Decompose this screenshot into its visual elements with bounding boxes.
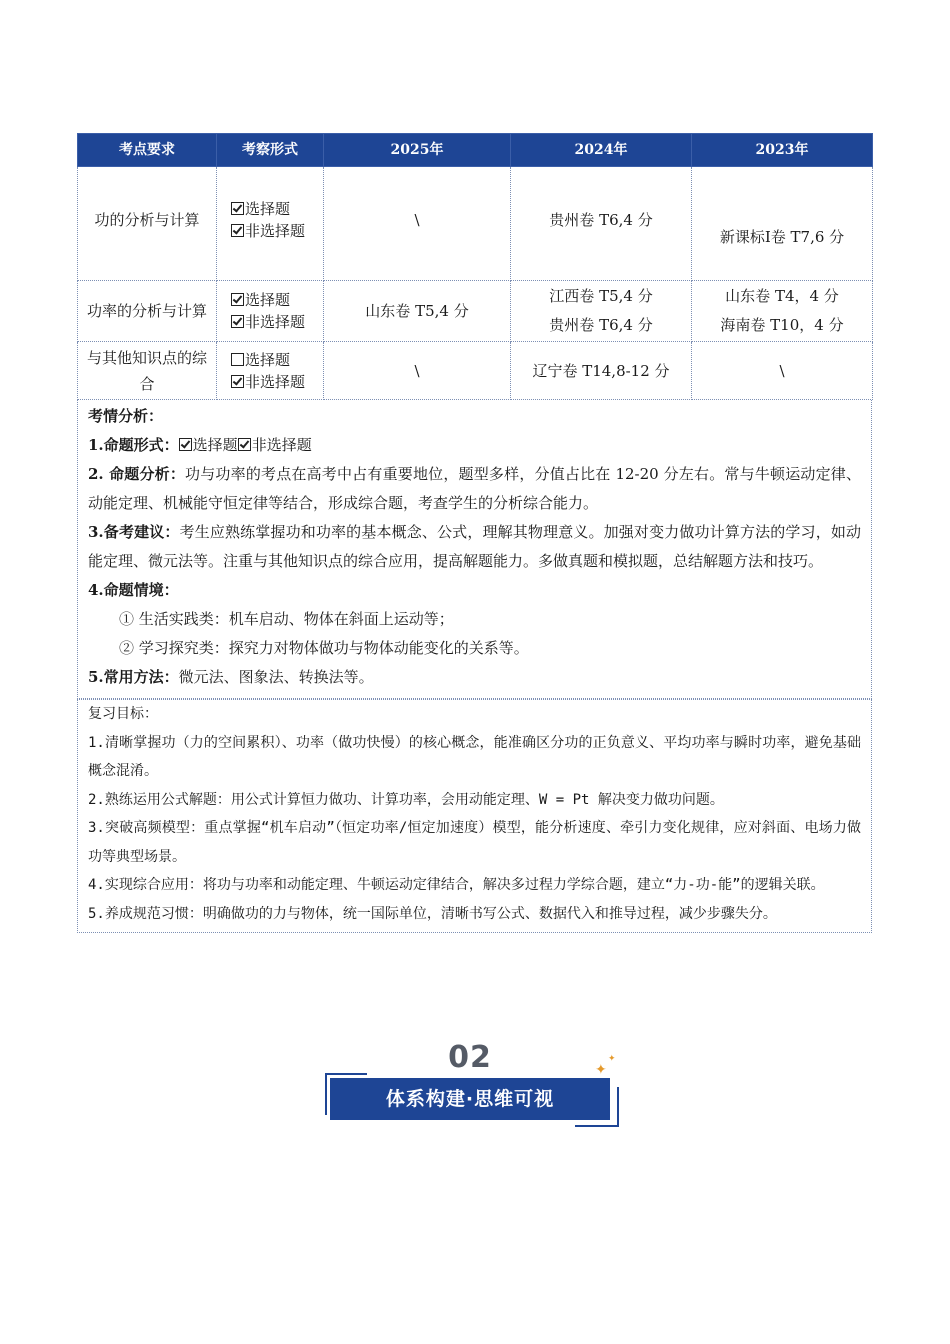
year-entry: 海南卷 T10，4 分 — [720, 316, 844, 334]
form-label: 选择题 — [245, 291, 291, 309]
topic-cell — [78, 342, 217, 400]
review-item: 1.清晰掌握功（力的空间累积）、功率（做功快慢）的核心概念，能准确区分功的正负意义、平均功率与瞬时功率，避免基础概念混淆。 — [88, 734, 861, 779]
item-option: 非选择题 — [251, 436, 312, 454]
review-item: 4.实现综合应用：将功与功率和动能定理、牛顿运动定律结合，解决多过程力学综合题，建立“力-功-能”的逻辑关联。 — [88, 877, 825, 893]
checkbox-checked-icon — [231, 315, 244, 328]
topic-cell — [78, 281, 217, 342]
header-cell: 考点要求 — [78, 134, 217, 167]
header-cell: 2023年 — [692, 134, 873, 167]
review-item: 5.养成规范习惯：明确做功的力与物体，统一国际单位，清晰书写公式、数据代入和推导过程，减少步骤失分。 — [88, 905, 777, 922]
analysis-heading — [88, 402, 861, 431]
review-item: 2.熟练运用公式解题：用公式计算恒力做功、计算功率，会用动能定理、W = Pt 解决变力做功问题。 — [88, 791, 724, 808]
analysis-subitem: ② 学习探究类：探究力对物体做功与物体动能变化的关系等。 — [119, 639, 529, 657]
form-cell — [217, 281, 324, 342]
item-title: 2. 命题分析： — [88, 465, 186, 483]
form-label: 选择题 — [245, 200, 291, 218]
year-2025-cell: \ — [324, 167, 511, 281]
item-option: 选择题 — [192, 436, 238, 454]
year-2023-cell: 新课标Ⅰ卷 T7,6 分 — [692, 167, 873, 281]
analysis-item-3 — [88, 518, 861, 576]
year-2023-cell: \ — [692, 342, 873, 400]
analysis-item-5 — [88, 663, 861, 692]
checkbox-checked-icon — [238, 438, 251, 451]
review-heading: 复习目标： — [88, 706, 158, 722]
analysis-heading-text: 考情分析： — [88, 407, 164, 425]
exam-overview — [77, 133, 872, 933]
checkbox-checked-icon — [179, 438, 192, 451]
topic-text: 功率的分析与计算 — [86, 302, 207, 320]
form-label: 非选择题 — [245, 222, 306, 240]
exam-table — [77, 133, 873, 400]
form-label: 非选择题 — [245, 313, 306, 331]
review-item: 3.突破高频模型：重点掌握“机车启动”（恒定功率/恒定加速度）模型，能分析速度、牵引力变化规律，应对斜面、电场力做功等典型场景。 — [88, 820, 861, 865]
item-title: 1.命题形式： — [88, 436, 179, 454]
analysis-item-1 — [88, 431, 861, 460]
item-title: 4.命题情境： — [88, 581, 179, 599]
year-2024-cell — [511, 281, 692, 342]
topic-cell: 功的分析与计算 — [78, 167, 217, 281]
checkbox-checked-icon — [231, 293, 244, 306]
form-cell — [217, 342, 324, 400]
analysis-item-4 — [88, 576, 861, 605]
table-row — [78, 281, 873, 342]
checkbox-checked-icon — [231, 375, 244, 388]
form-label: 选择题 — [245, 350, 291, 369]
form-label: 非选择题 — [245, 372, 306, 391]
analysis-item-2 — [88, 460, 861, 518]
header-cell: 考察形式 — [217, 134, 324, 167]
checkbox-empty-icon — [231, 353, 244, 366]
checkbox-checked-icon — [231, 202, 244, 215]
item-title: 3.备考建议： — [88, 523, 180, 541]
year-2023-cell — [692, 281, 873, 342]
table-row — [78, 342, 873, 400]
year-entry: 贵州卷 T6,4 分 — [549, 316, 653, 334]
section-number: 02 — [448, 1040, 492, 1075]
year-entry: 江西卷 T5,4 分 — [549, 287, 653, 305]
sparkle-icon: ✦ — [595, 1062, 607, 1078]
year-entry: 山东卷 T4，4 分 — [725, 287, 839, 305]
item-title: 5.常用方法： — [88, 668, 179, 686]
item-text: 考生应熟练掌握功和功率的基本概念、公式，理解其物理意义。加强对变力做功计算方法的学习，如动能定理、微元法等。注重与其他知识点的综合应用，提高解题能力。多做真题和模拟题，总结解题方法和技巧。 — [88, 523, 861, 570]
form-cell — [217, 167, 324, 281]
table-header-row — [78, 134, 873, 167]
topic-text: 与其他知识点的综合 — [86, 348, 207, 393]
analysis-section — [77, 400, 872, 699]
header-cell: 2024年 — [511, 134, 692, 167]
year-2024-cell: 贵州卷 T6,4 分 — [511, 167, 692, 281]
table-row — [78, 167, 873, 281]
checkbox-checked-icon — [231, 224, 244, 237]
item-text: 功与功率的考点在高考中占有重要地位，题型多样，分值占比在 12-20 分左右。常与牛顿运动定律、动能定理、机械能守恒定律等结合，形成综合题，考查学生的分析综合能力。 — [88, 465, 861, 512]
year-2024-cell: 辽宁卷 T14,8-12 分 — [511, 342, 692, 400]
header-cell: 2025年 — [324, 134, 511, 167]
review-section — [77, 699, 872, 933]
analysis-subitem: ① 生活实践类：机车启动、物体在斜面上运动等； — [119, 610, 454, 628]
section-badge — [320, 1040, 630, 1130]
year-2025-cell: 山东卷 T5,4 分 — [324, 281, 511, 342]
year-2025-cell: \ — [324, 342, 511, 400]
sparkle-icon: ✦ — [608, 1054, 616, 1064]
section-title: 体系构建·思维可视 — [330, 1078, 610, 1120]
item-text: 微元法、图象法、转换法等。 — [178, 668, 374, 686]
